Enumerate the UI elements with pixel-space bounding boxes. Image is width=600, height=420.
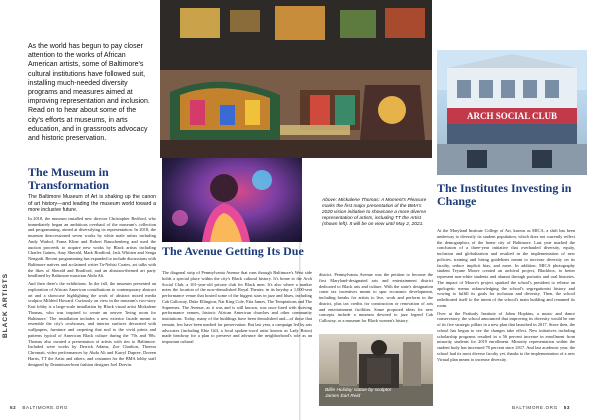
museum-paragraph: In 2018, the museum installed new director Christopher Bedford, who immediately began an ambitious overhaul of the museum's collection and programming, aimed at diversifying its representation. In 2018, the museum deaccessioned seven works by white male artists including Andy Warhol, Franz Kline and Robert Rauschenberg and used the auction proceeds to acquire new works by Black artists including Charles Gaines, Amy Sherald, Mark Bradford, Jack Whitten and Senga Nengudi. Recent programming has expanded to include discussions with Baltimore natives and acclaimed writer Ta-Nehisi Coates, art talks with the likes of Sherald and Bradford, and an altruism-themed art party headlined by Baltimore musician Abdu Ali. xyxy=(28,215,156,279)
left-folio xyxy=(10,405,68,410)
tt-the-artist-photo xyxy=(162,158,302,242)
sculpture-caption: Billie Holiday statue by sculptor James Earl Reid xyxy=(325,388,392,399)
museum-lead: The Baltimore Museum of Art is shaking up the canon of art history—and leading the museum world toward a more inclusive future. xyxy=(28,194,156,214)
institutes-heading: The Institutes Investing in Change xyxy=(437,181,572,208)
arch-social-club-photo xyxy=(437,50,587,175)
right-page-number: 53 xyxy=(563,405,571,410)
avenue-article xyxy=(162,270,312,402)
museum-heading: The Museum in Transformation xyxy=(28,165,110,192)
avenue-continued-paragraph: district. Pennsylvania Avenue was the petition to become the first Maryland-designated arts and entertainment district dedicated to Black arts and culture. With the state's designation come tax incentives meant to spur economic development, including breaks for artists to live, work and perform in the district, plus tax credits for construction or renovation of arts and entertainment facilities. Some proposed ideas for new concepts include a museum devoted to jazz legend Cab Calloway, or a museum for Black women's history. xyxy=(319,272,433,323)
section-side-label: BLACK ARTISTS xyxy=(2,272,9,338)
living-room-installation-photo xyxy=(160,0,432,158)
building-illustration xyxy=(437,50,587,175)
right-folio xyxy=(512,405,570,410)
artist-portrait-illustration xyxy=(162,158,302,242)
arch-social-club-sign: ARCH SOCIAL CLUB xyxy=(466,111,558,121)
installation-caption: Above: Mickalene Thomas: A Moment's Pleasure marks the first major presentation of the BMA's 2020 vision initiative to showcase a more diverse representation of artists, including TT the Artist (shown left). It will be on view until May 2, 2021. xyxy=(322,198,427,227)
institutes-paragraph: Over at the Peabody Institute of Johns Hopkins, a music and dance conservatory, the school announced that improving its diversity would be one of its five strategic pillars in a new plan that launched in 2017. Since then, the school has begun to see the changes take effect. New initiatives including scholarship programs resulted in a 56 percent increase in enrollment from minority students for 2019 enrollment. Minority representation within the student body has increased 70 percent since 2017. And last academic year, the school had its most diverse faculty yet, thanks to the implementation of a new Virtual plan meant to increase diversity. xyxy=(437,310,575,362)
avenue-continued-article xyxy=(319,272,433,334)
institutes-paragraph: At the Maryland Institute College of Art, known as MICA, a shift has been underway to diversify its student population, which does not currently reflect the demographics of the home city of Baltimore. Last year marked the conclusion of a three-year initiative that overhauled diversity, equity, inclusion and globalization and resulted in the implementation of new policies, training and hiring guidelines meant to increase diversity on its faculty, reduce implicit bias, and more. In addition, MICA photography student Teyane Moore created an archival project, Blackbox, to better represent non-white students and alumni through portraits and oral histories. The impact of Moore's project sparked the school's president to release an apologetic memo acknowledging the school's segregationist history and vowing to fulfill its goals for inclusion and diversity. Then, the school rededicated itself to the intent of the school's main building and renamed its room. xyxy=(437,228,575,308)
living-room-illustration xyxy=(160,0,432,158)
museum-paragraph: And then there's the exhibitions. In the fall, the museum presented an exploration of African American contributions to contemporary abstract art and a showcase highlighting the work of abstract mixed media sculptor Mildred Howard. Curiously on view in the museum's two-story East lobby is a large-scale installation by Black visual artist Mickalene Thomas, who was inspired to create an oeuvre 'living room for Baltimore.' The installation includes a new exterior facade meant to resemble the city's rowhouses, and interior surfaces decorated with wallpapers, furniture and carpeting that nod to the vivid prints and patterns typical of American Black culture during the '70s and '80s. Thomas also curated a presentation of artists with ties to Baltimore. Included were works by Derrick Adams, Zoe Charlton, Theresa Chromati, video performances by Abdu Ali and Karryl Dupree, Doreen Harris, TT the Artist and others, and costumes for the BMA lobby staff designed by Dominican-born fashion designer Joel Dorvin. xyxy=(28,281,156,367)
left-page-number: 52 xyxy=(10,405,17,410)
left-site-name: BALTIMORE.ORG xyxy=(22,405,69,410)
right-site-name: BALTIMORE.ORG xyxy=(512,405,558,410)
museum-article xyxy=(28,194,156,399)
avenue-heading: The Avenue Getting Its Due xyxy=(162,244,304,258)
avenue-paragraph: The diagonal strip of Pennsylvania Avenue that runs through Baltimore's West side holds a special place within the city's Black cultural history. It's home to the Arch Social Club, a 101-year-old private club for Black men. It's also where a marker notes the location of the now-demolished Royal Theater, in its heyday a 1,000-seat performance venue that hosted some of the biggest stars in jazz and blues, including Cab Calloway, Duke Ellington, Nat King Cole, Etta James, The Temptations and The Supremes. The Avenue, as it was and is still known, was once lined with thriving performance venues, historic African American churches and other community institutions. Today, many of the buildings have been demolished and—of those that remain, few have been marked for preservation. But last year, a campaign led by arts advocates (including Ebiz Gill, a local spoken-word artist known as Lady Brion) made headway for a plan to preserve and advance the neighborhood's role as an important cultural xyxy=(162,270,312,344)
intro-paragraph: As the world has begun to pay closer attention to the works of African American artists, some of Baltimore's cultural institutions have followed suit, installing much-needed diversity programs and measures aimed at improving representation and inclusion. Read on to hear about some of the city's efforts at museums, in arts education, and in grassroots advocacy and historic preservation. xyxy=(28,43,150,143)
institutes-article xyxy=(437,228,575,400)
